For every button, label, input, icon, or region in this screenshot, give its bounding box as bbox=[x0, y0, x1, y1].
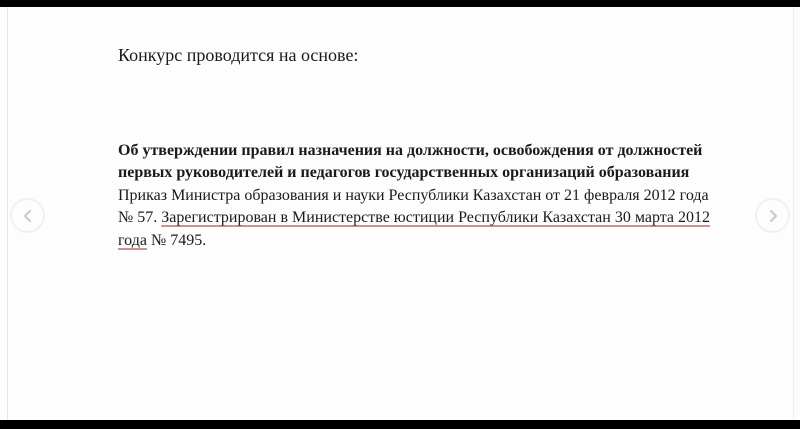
document-excerpt bbox=[118, 140, 719, 252]
carousel-prev-button[interactable] bbox=[10, 198, 45, 233]
top-frame-bar bbox=[0, 0, 800, 7]
registration-link[interactable]: Зарегистрирован в Министерстве юстиции Республики Казахстан 30 марта 2012 года bbox=[118, 209, 711, 249]
chevron-right-icon bbox=[766, 209, 780, 223]
carousel-next-button[interactable] bbox=[755, 198, 790, 233]
document-title: Об утверждении правил назначения на должности, освобождения от должностей первых руководителей и педагогов государственных организаций образования bbox=[118, 142, 703, 182]
slide-left-edge-divider bbox=[7, 7, 8, 420]
document-body-prefix: Приказ Министра образования и науки Республики Казахстан от 21 февраля 2012 года № 57. bbox=[118, 186, 709, 227]
page-title: Конкурс проводится на основе: bbox=[118, 45, 359, 65]
slide-right-edge-divider bbox=[793, 7, 794, 420]
document-body-suffix: № 7495. bbox=[146, 231, 207, 249]
chevron-left-icon bbox=[21, 209, 35, 223]
bottom-frame-bar bbox=[0, 420, 800, 429]
